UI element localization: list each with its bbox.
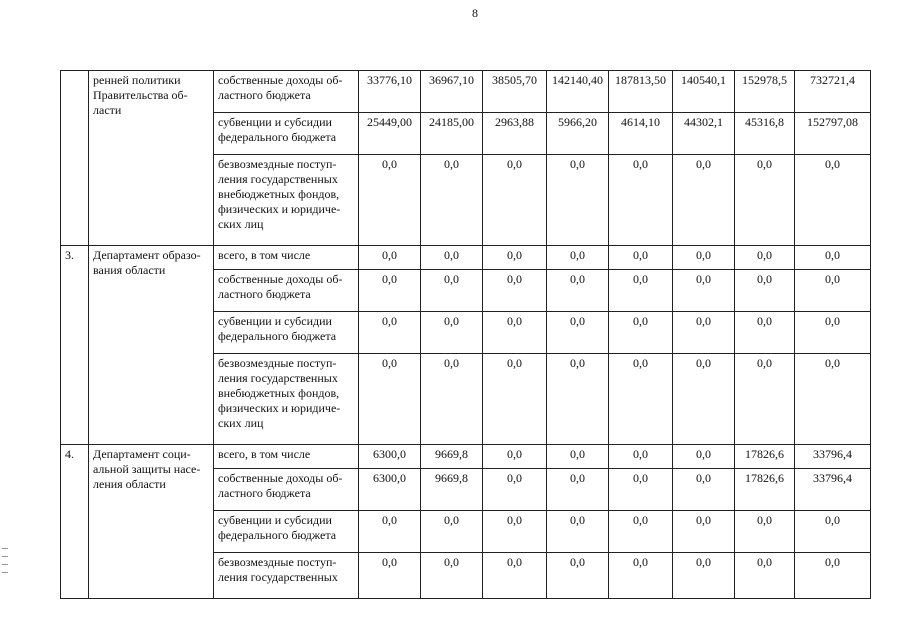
value-cell: 0,0 [483,246,547,270]
funding-source-line: собственные доходы об- [218,73,343,87]
funding-source [214,246,359,270]
organization-name [89,246,214,445]
funding-source-line: ластного бюджета [218,88,311,102]
value-cell: 0,0 [359,354,421,445]
value-cell: 25449,00 [359,113,421,155]
value-cell: 0,0 [609,270,673,312]
value-cell: 17826,6 [735,469,795,511]
value-cell: 0,0 [609,155,673,246]
funding-source-line: субвенции и субсидии [218,115,332,129]
value-cell: 0,0 [359,553,421,599]
funding-source-line: безвозмездные поступ- [218,555,337,569]
value-cell: 0,0 [421,246,483,270]
organization-name-line: вания области [93,263,166,277]
value-cell: 0,0 [673,553,735,599]
value-cell: 0,0 [735,155,795,246]
value-cell: 0,0 [421,511,483,553]
funding-source-line: физических и юридиче- [218,202,341,216]
value-cell: 0,0 [609,445,673,469]
funding-source-line: всего, в том числе [218,248,311,262]
value-cell: 0,0 [547,445,609,469]
value-cell: 0,0 [547,354,609,445]
value-cell: 0,0 [359,511,421,553]
value-cell: 0,0 [359,270,421,312]
value-cell: 0,0 [421,553,483,599]
value-cell: 38505,70 [483,71,547,113]
organization-name-line: Департамент соци- [93,447,191,461]
budget-table [60,70,871,599]
page-number: 8 [472,6,478,20]
table-row [61,445,871,469]
value-cell: 0,0 [735,312,795,354]
scan-mark [2,572,8,573]
scan-mark [2,548,8,549]
value-cell: 0,0 [483,354,547,445]
value-cell: 0,0 [609,246,673,270]
organization-name [89,71,214,246]
value-cell: 9669,8 [421,445,483,469]
value-cell: 187813,50 [609,71,673,113]
value-cell: 0,0 [547,155,609,246]
funding-source-line: безвозмездные поступ- [218,157,337,171]
value-cell: 0,0 [795,511,871,553]
value-cell: 0,0 [421,354,483,445]
value-cell: 152797,08 [795,113,871,155]
value-cell: 152978,5 [735,71,795,113]
funding-source [214,354,359,445]
value-cell: 0,0 [795,354,871,445]
value-cell: 33796,4 [795,445,871,469]
organization-name-line: ласти [93,103,122,117]
value-cell: 142140,40 [547,71,609,113]
value-cell: 0,0 [673,246,735,270]
value-cell: 6300,0 [359,469,421,511]
funding-source [214,511,359,553]
funding-source-line: собственные доходы об- [218,272,343,286]
funding-source-line: всего, в том числе [218,447,311,461]
value-cell: 0,0 [609,553,673,599]
item-number: 4. [61,445,89,599]
table-row [61,246,871,270]
value-cell: 24185,00 [421,113,483,155]
value-cell: 0,0 [735,553,795,599]
funding-source-line: ления государственных [218,570,338,584]
value-cell: 5966,20 [547,113,609,155]
value-cell: 0,0 [673,469,735,511]
value-cell: 33796,4 [795,469,871,511]
table-row [61,71,871,113]
funding-source-line: безвозмездные поступ- [218,356,337,370]
item-number: 3. [61,246,89,445]
funding-source [214,445,359,469]
value-cell: 0,0 [673,312,735,354]
scan-mark [2,556,8,557]
value-cell: 0,0 [673,354,735,445]
value-cell: 0,0 [673,511,735,553]
value-cell: 4614,10 [609,113,673,155]
organization-name-line: ренней политики [93,73,181,87]
value-cell: 9669,8 [421,469,483,511]
organization-name-line: ления области [93,477,166,491]
funding-source-line: ления государственных [218,371,338,385]
funding-source-line: субвенции и субсидии [218,314,332,328]
funding-source [214,270,359,312]
value-cell: 0,0 [735,511,795,553]
value-cell: 0,0 [547,553,609,599]
value-cell: 0,0 [421,270,483,312]
value-cell: 17826,6 [735,445,795,469]
value-cell: 0,0 [735,354,795,445]
value-cell: 0,0 [547,312,609,354]
funding-source-line: ления государственных [218,172,338,186]
funding-source-line: ластного бюджета [218,287,311,301]
value-cell: 0,0 [359,246,421,270]
funding-source [214,113,359,155]
value-cell: 0,0 [547,511,609,553]
value-cell: 0,0 [483,445,547,469]
value-cell: 0,0 [483,469,547,511]
value-cell: 0,0 [609,511,673,553]
value-cell: 0,0 [795,246,871,270]
funding-source [214,71,359,113]
organization-name-line: альной защиты насе- [93,462,201,476]
value-cell: 0,0 [483,553,547,599]
value-cell: 0,0 [735,270,795,312]
value-cell: 45316,8 [735,113,795,155]
organization-name [89,445,214,599]
value-cell: 0,0 [673,155,735,246]
funding-source-line: ских лиц [218,217,264,231]
value-cell: 0,0 [421,312,483,354]
value-cell: 0,0 [483,511,547,553]
value-cell: 0,0 [673,270,735,312]
value-cell: 0,0 [483,155,547,246]
value-cell: 44302,1 [673,113,735,155]
value-cell: 0,0 [795,553,871,599]
funding-source-line: субвенции и субсидии [218,513,332,527]
value-cell: 0,0 [547,246,609,270]
funding-source-line: федерального бюджета [218,130,337,144]
value-cell: 0,0 [359,155,421,246]
value-cell: 6300,0 [359,445,421,469]
funding-source [214,155,359,246]
value-cell: 0,0 [735,246,795,270]
funding-source-line: собственные доходы об- [218,471,343,485]
value-cell: 0,0 [673,445,735,469]
value-cell: 732721,4 [795,71,871,113]
funding-source-line: ластного бюджета [218,486,311,500]
funding-source [214,469,359,511]
value-cell: 0,0 [483,312,547,354]
value-cell: 0,0 [795,270,871,312]
item-number [61,71,89,246]
value-cell: 0,0 [421,155,483,246]
funding-source-line: ских лиц [218,416,264,430]
funding-source-line: федерального бюджета [218,528,337,542]
funding-source-line: внебюджетных фондов, [218,187,340,201]
funding-source-line: внебюджетных фондов, [218,386,340,400]
value-cell: 0,0 [609,354,673,445]
value-cell: 0,0 [795,155,871,246]
value-cell: 0,0 [609,469,673,511]
value-cell: 0,0 [547,469,609,511]
value-cell: 0,0 [359,312,421,354]
value-cell: 0,0 [609,312,673,354]
organization-name-line: Департамент образо- [93,248,201,262]
scan-mark [2,564,8,565]
funding-source-line: федерального бюджета [218,329,337,343]
funding-source [214,312,359,354]
value-cell: 140540,1 [673,71,735,113]
funding-source-line: физических и юридиче- [218,401,341,415]
value-cell: 0,0 [547,270,609,312]
value-cell: 0,0 [483,270,547,312]
value-cell: 33776,10 [359,71,421,113]
value-cell: 0,0 [795,312,871,354]
funding-source [214,553,359,599]
value-cell: 36967,10 [421,71,483,113]
value-cell: 2963,88 [483,113,547,155]
organization-name-line: Правительства об- [93,88,188,102]
